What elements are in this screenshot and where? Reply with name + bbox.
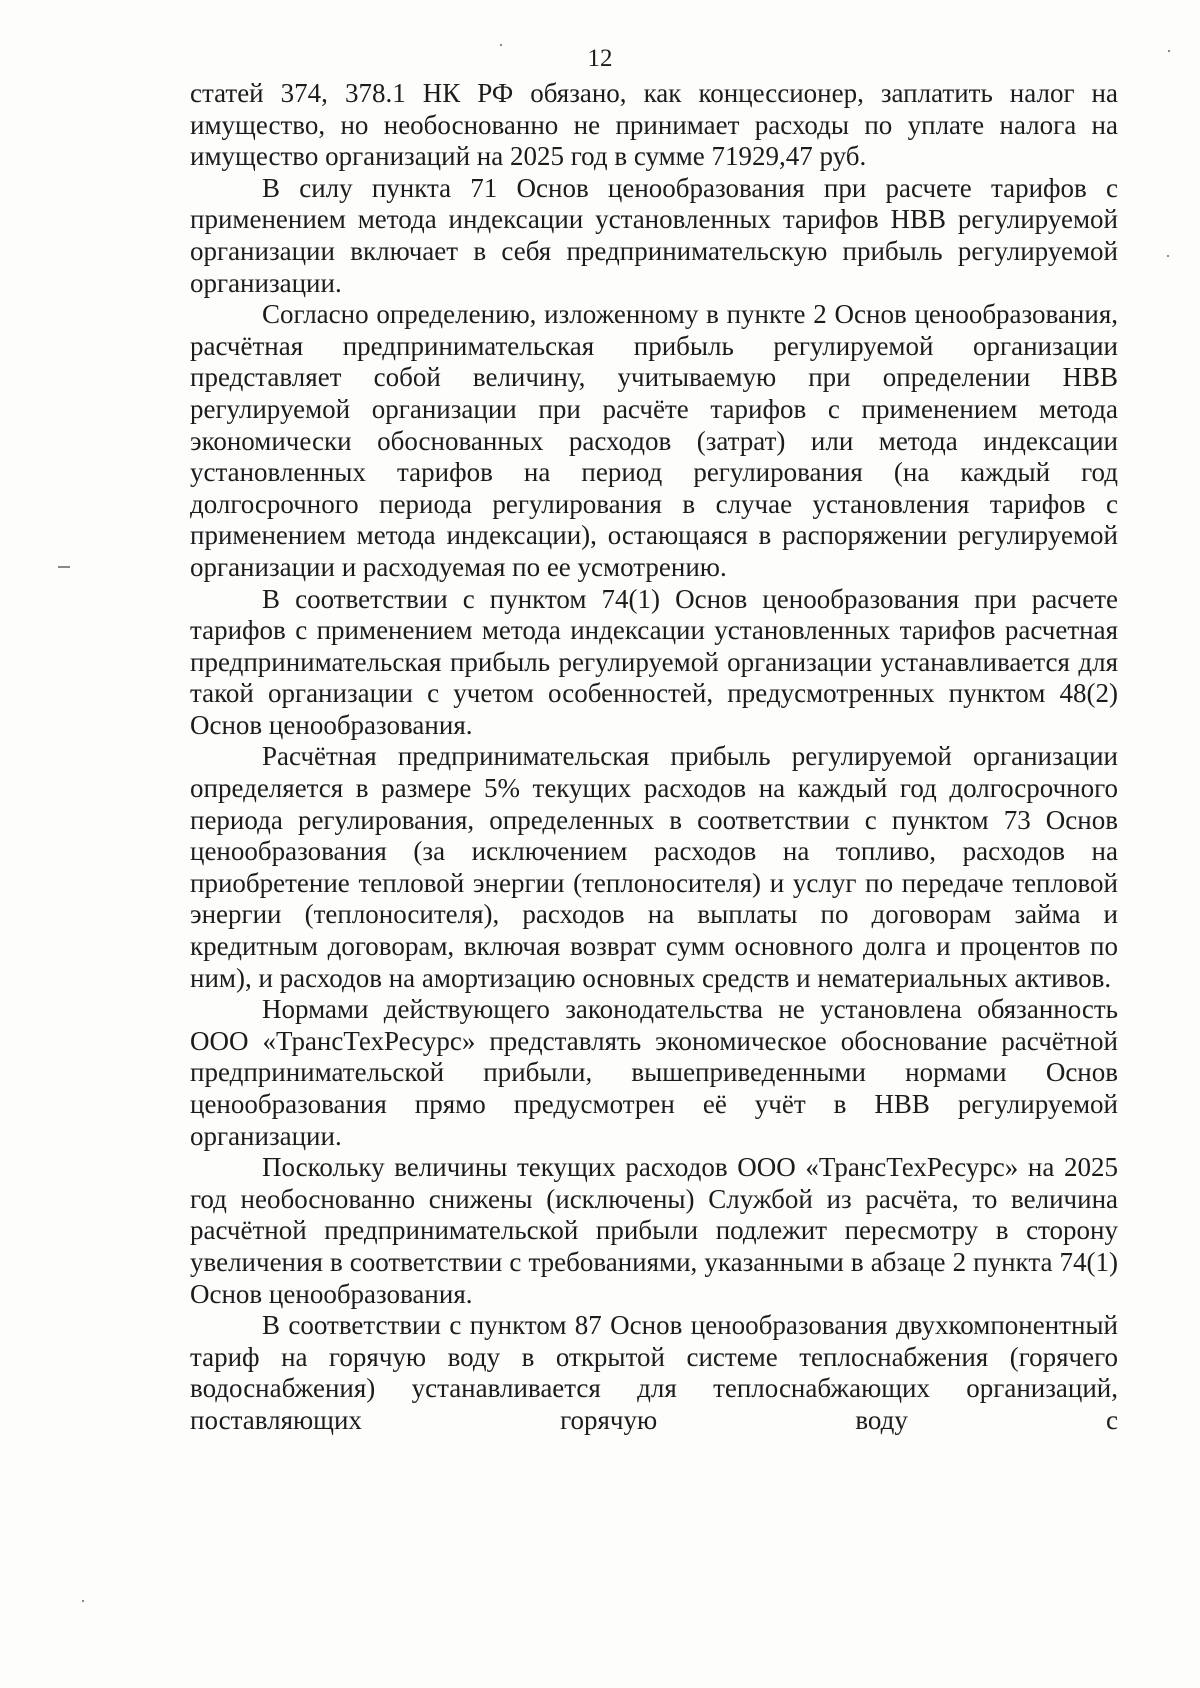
paragraph-8: В соответствии с пунктом 87 Основ ценообразования двухкомпонентный тариф на горячую воду в открытой системе теплоснабжения (горячего водоснабжения) устанавливается для теплоснабжающих организаций, поставляющих горячую воду с [190,1310,1118,1435]
paragraph-1: статей 374, 378.1 НК РФ обязано, как концессионер, заплатить налог на имущество, но необоснованно не принимает расходы по уплате налога на имущество организаций на 2025 год в сумме 71929,47 руб. [190,78,1118,172]
paragraph-4: В соответствии с пунктом 74(1) Основ ценообразования при расчете тарифов с применением метода индексации установленных тарифов расчетная предпринимательская прибыль регулируемой организации устанавливается для такой организации с учетом особенностей, предусмотренных пунктом 48(2) Основ ценообразования. [190,583,1118,740]
scan-dot-mark [1168,50,1170,52]
scan-dot-mark [82,1600,84,1602]
document-body [190,78,1118,1437]
paragraph-2: В силу пункта 71 Основ ценообразования при расчете тарифов с применением метода индексации установленных тарифов НВВ регулируемой организации включает в себя предпринимательскую прибыль регулируемой организации. [190,172,1118,298]
page-number: 12 [587,45,613,72]
paragraph-7: Поскольку величины текущих расходов ООО «ТрансТехРесурс» на 2025 год необоснованно снижены (исключены) Службой из расчёта, то величина расчётной предпринимательской прибыли подлежит пересмотру в сторону увеличения в соответствии с требованиями, указанными в абзаце 2 пункта 74(1) Основ ценообразования. [190,1152,1118,1309]
paragraph-3: Согласно определению, изложенному в пункте 2 Основ ценообразования, расчётная предпринимательская прибыль регулируемой организации представляет собой величину, учитываемую при определении НВВ регулируемой организации при расчёте тарифов с применением метода экономически обоснованных расходов (затрат) или метода индексации установленных тарифов на период регулирования (на каждый год долгосрочного периода регулирования в случае установления тарифов с применением метода индексации), остающаяся в распоряжении регулируемой организации и расходуемая по ее усмотрению. [190,299,1118,582]
scan-dash-mark [58,566,70,568]
scan-dot-mark [500,44,502,46]
scan-dot-mark [1167,255,1169,257]
paragraph-5: Расчётная предпринимательская прибыль регулируемой организации определяется в размере 5% текущих расходов на каждый год долгосрочного периода регулирования, определенных в соответствии с пунктом 73 Основ ценообразования (за исключением расходов на топливо, расходов на приобретение тепловой энергии (теплоносителя) и услуг по передаче тепловой энергии (теплоносителя), расходов на выплаты по договорам займа и кредитным договорам, включая возврат сумм основного долга и процентов по ним), и расходов на амортизацию основных средств и нематериальных активов. [190,741,1118,993]
paragraph-6: Нормами действующего законодательства не установлена обязанность ООО «ТрансТехРесурс» представлять экономическое обоснование расчётной предпринимательской прибыли, вышеприведенными нормами Основ ценообразования прямо предусмотрен её учёт в НВВ регулируемой организации. [190,994,1118,1151]
